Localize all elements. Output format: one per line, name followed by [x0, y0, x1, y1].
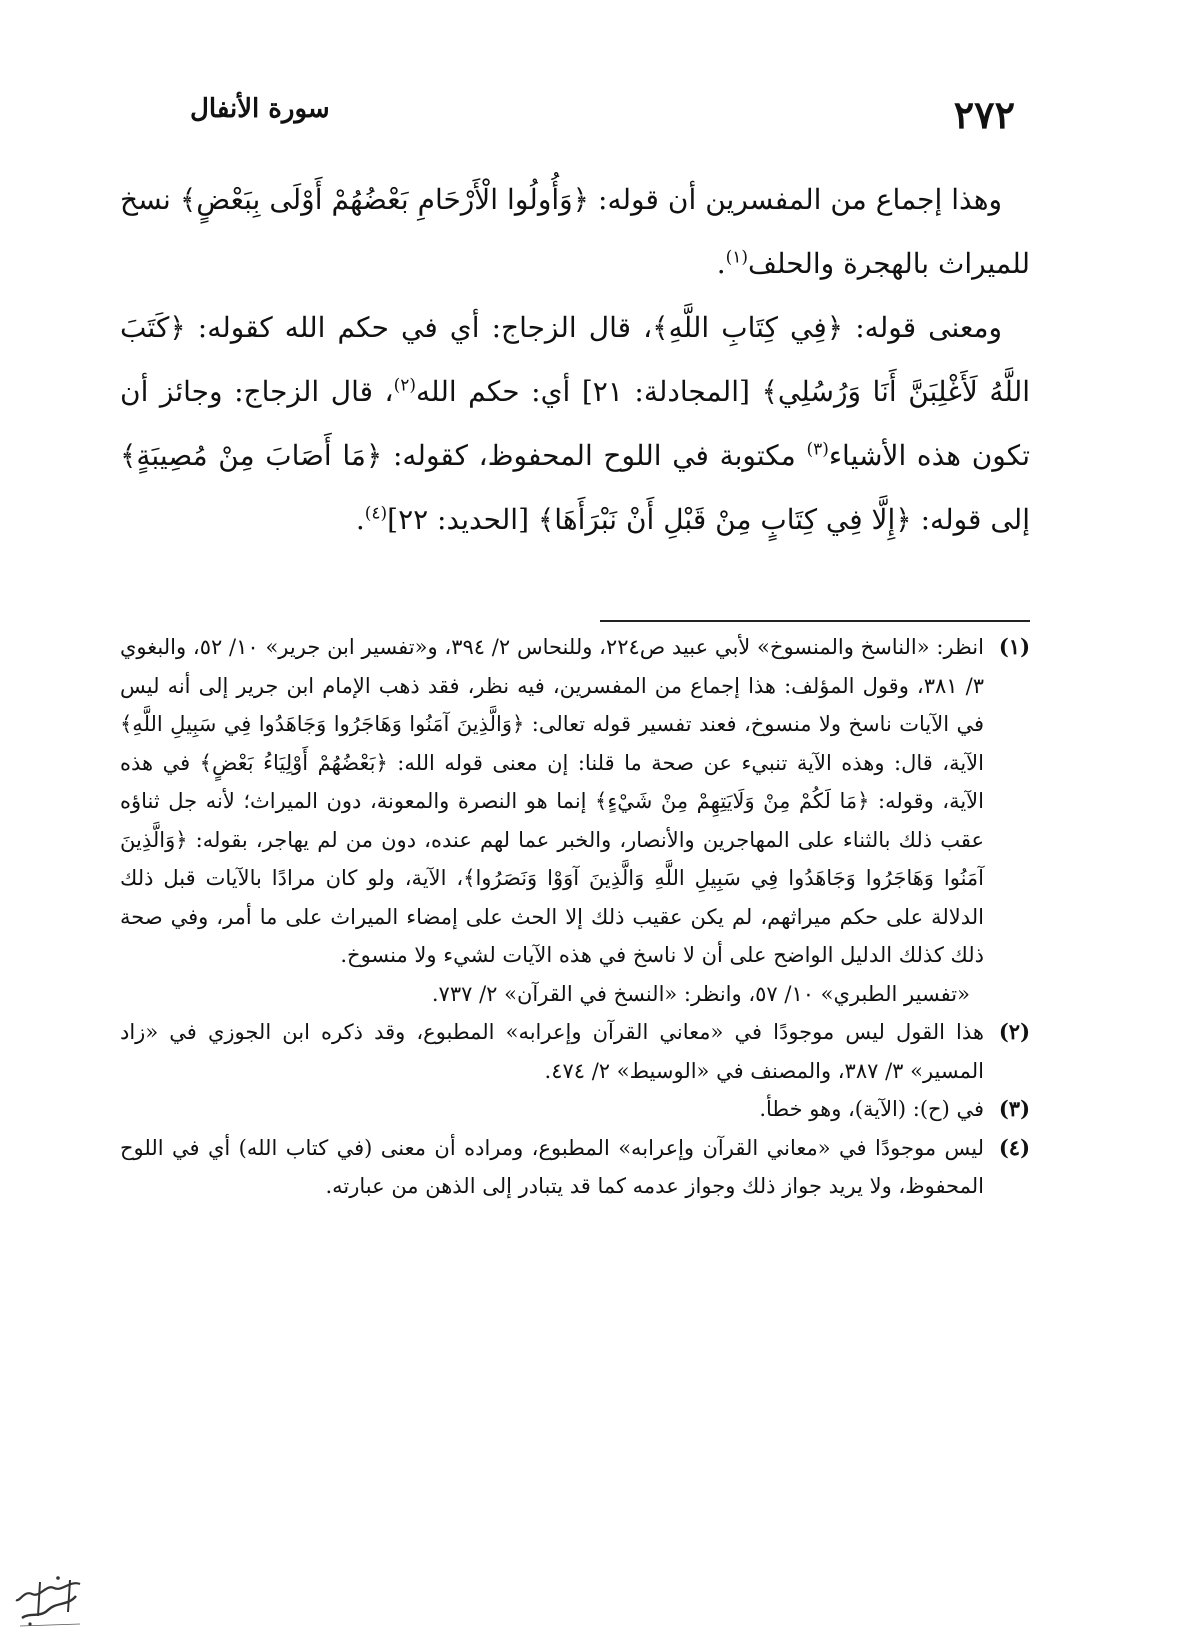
running-title: سورة الأنفال [190, 94, 330, 124]
footnote-body [120, 1090, 984, 1129]
footnote-body [120, 628, 984, 1013]
page-number: ٢٧٢ [953, 92, 1015, 137]
footnote-2 [120, 1013, 1030, 1090]
footnote-number: (٤) [998, 1134, 1030, 1160]
quran-verse: ﴿وَأُولُوا الْأَرْحَامِ بَعْضُهُمْ أَوْلَى بِبَعْضٍ﴾ [179, 183, 590, 216]
footnote-divider [600, 620, 1030, 622]
text-span: ومعنى قوله: [843, 311, 1002, 344]
text-span: ، قال الزجاج: أي في حكم الله كقوله: [185, 311, 653, 344]
footnotes-section [120, 628, 1030, 1206]
footnote-ref: (٢) [393, 375, 417, 396]
footnote-text: ليس موجودًا في «معاني القرآن وإعرابه» المطبوع، ومراده أن معنى (في كتاب الله) أي في اللوح المحفوظ، ولا يريد جواز ذلك وجواز عدمه كما قد يتبادر إلى الذهن من عبارته. [120, 1135, 984, 1198]
text-span: مكتوبة في اللوح المحفوظ، كقوله: [382, 439, 807, 472]
footnote-reference-line: «تفسير الطبري» ١٠/ ٥٧، وانظر: «النسخ في القرآن» ٢/ ٧٣٧. [431, 981, 970, 1006]
paragraph-1 [120, 168, 1030, 296]
footnote-3 [120, 1090, 1030, 1129]
text-span: [المجادلة: ٢١] أي: حكم الله [416, 375, 762, 408]
footnote-ref: (٤) [364, 503, 388, 524]
text-span: [الحديد: ٢٢] [387, 503, 538, 536]
footnote-text: انظر: «الناسخ والمنسوخ» لأبي عبيد ص٢٢٤، وللنحاس ٢/ ٣٩٤، و«تفسير ابن جرير» ١٠/ ٥٢، والبغوي ٣/ ٣٨١، وقول المؤلف: هذا إجماع من المفسرين، فيه نظر، فقد ذهب الإمام ابن جرير إلى أنه ليس في الآيات ناسخ ولا منسوخ، فعند تفسير قوله تعالى: ﴿وَالَّذِينَ آمَنُوا وَهَاجَرُوا وَجَاهَدُوا فِي سَبِيلِ اللَّهِ﴾ الآية، قال: وهذه الآية تنبيء عن صحة ما قلنا: إن معنى قوله الله: ﴿بَعْضُهُمْ أَوْلِيَاءُ بَعْضٍ﴾ في هذه الآية، وقوله: ﴿مَا لَكُمْ مِنْ وَلَايَتِهِمْ مِنْ شَيْءٍ﴾ إنما هو النصرة والمعونة، دون الميراث؛ لأنه جل ثناؤه عقب ذلك بالثناء على المهاجرين والأنصار، والخبر عما لهم عنده، دون من لم يهاجر، بقوله: ﴿وَالَّذِينَ آمَنُوا وَهَاجَرُوا وَجَاهَدُوا فِي سَبِيلِ اللَّهِ وَالَّذِينَ آوَوْا وَنَصَرُوا﴾، الآية، ولو كان مرادًا بالآيات قبل ذلك الدلالة على حكم ميراثهم، لم يكن عقيب ذلك إلا الحث على إمضاء الميراث على ما أمر، وفي صحة ذلك كذلك الدليل الواضح على أن لا ناسخ في هذه الآيات لشيء ولا منسوخ. [120, 635, 984, 967]
text-span: وهذا إجماع من المفسرين أن قوله: [589, 183, 1003, 216]
footnote-1 [120, 628, 1030, 1013]
main-text [120, 168, 1030, 552]
text-span: . [716, 247, 726, 280]
footnote-number: (٢) [998, 1019, 1030, 1044]
text-span: ، قال الزجاج: وجائز أن تكون هذه الأشياء [120, 375, 1030, 472]
footnote-number: (٣) [998, 1096, 1030, 1121]
footnote-text: في (ح): (الآية)، وهو خطأ. [759, 1097, 984, 1121]
footnote-ref: (١) [725, 247, 749, 268]
page-header [170, 88, 1015, 138]
calligraphy-watermark-logo [10, 1572, 90, 1632]
quran-verse: ﴿إِلَّا فِي كِتَابٍ مِنْ قَبْلِ أَنْ نَبْرَأَهَا﴾ [537, 503, 912, 536]
text-span: . [355, 503, 365, 536]
quran-verse: ﴿فِي كِتَابِ اللَّهِ﴾ [652, 311, 844, 344]
footnote-ref: (٣) [806, 439, 829, 460]
footnote-text: هذا القول ليس موجودًا في «معاني القرآن وإعرابه» المطبوع، وقد ذكره ابن الجوزي في «زاد المسير» ٣/ ٣٨٧، والمصنف في «الوسيط» ٢/ ٤٧٤. [120, 1020, 984, 1083]
text-span: نسخ للميراث بالهجرة والحلف [120, 183, 1030, 280]
footnote-body [120, 1129, 984, 1206]
paragraph-2 [120, 296, 1030, 552]
footnote-4 [120, 1129, 1030, 1206]
footnote-body [120, 1013, 984, 1090]
text-span: إلى قوله: [911, 503, 1030, 536]
quran-verse: ﴿كَتَبَ اللَّهُ لَأَغْلِبَنَّ أَنَا وَرُسُلِي﴾ [120, 311, 1031, 408]
footnote-number: (١) [998, 634, 1030, 659]
quran-verse: ﴿مَا أَصَابَ مِنْ مُصِيبَةٍ﴾ [120, 439, 383, 472]
